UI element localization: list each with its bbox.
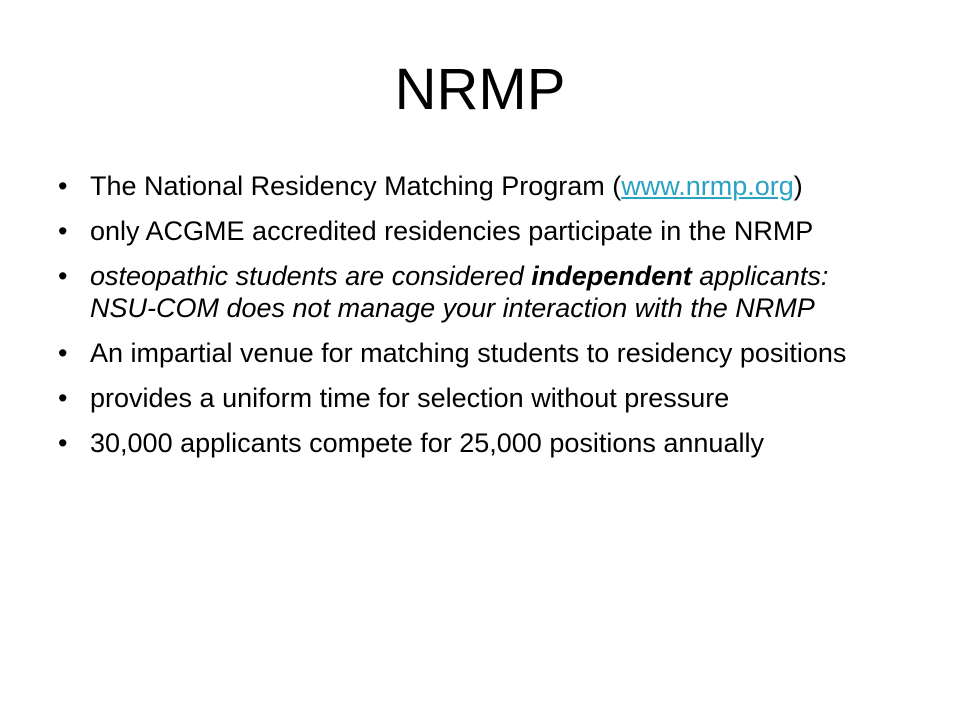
bullet-dot-icon: • (58, 428, 68, 458)
bullet-item-acgme (58, 215, 890, 247)
bullet-dot-icon: • (58, 261, 68, 291)
bullet-text: provides a uniform time for selection without pressure (90, 383, 730, 413)
bullet-list (58, 170, 890, 472)
bullet-item-uniform-time (58, 382, 890, 414)
bullet-text: 30,000 applicants compete for 25,000 positions annually (90, 428, 764, 458)
bullet-text-rest: applicants: NSU-COM does not manage your interaction with the NRMP (90, 261, 829, 323)
bullet-item-applicants (58, 427, 890, 459)
slide-title: NRMP (394, 57, 566, 122)
bullet-text: The National Residency Matching Program ( (90, 171, 622, 201)
bullet-dot-icon: • (58, 216, 68, 246)
bullet-text: An impartial venue for matching students to residency positions (90, 338, 847, 368)
bullet-text-suffix: ) (793, 171, 803, 201)
bullet-item-impartial-venue (58, 337, 890, 369)
bullet-item-osteopathic (58, 260, 890, 324)
bullet-text: only ACGME accredited residencies participate in the NRMP (90, 216, 814, 246)
bullet-item-nrmp-program (58, 170, 890, 202)
bullet-dot-icon: • (58, 338, 68, 368)
bullet-emphasis: independent (531, 261, 692, 291)
bullet-dot-icon: • (58, 171, 68, 201)
bullet-dot-icon: • (58, 383, 68, 413)
bullet-text: osteopathic students are considered (90, 261, 532, 291)
nrmp-website-link[interactable]: www.nrmp.org (621, 171, 794, 201)
